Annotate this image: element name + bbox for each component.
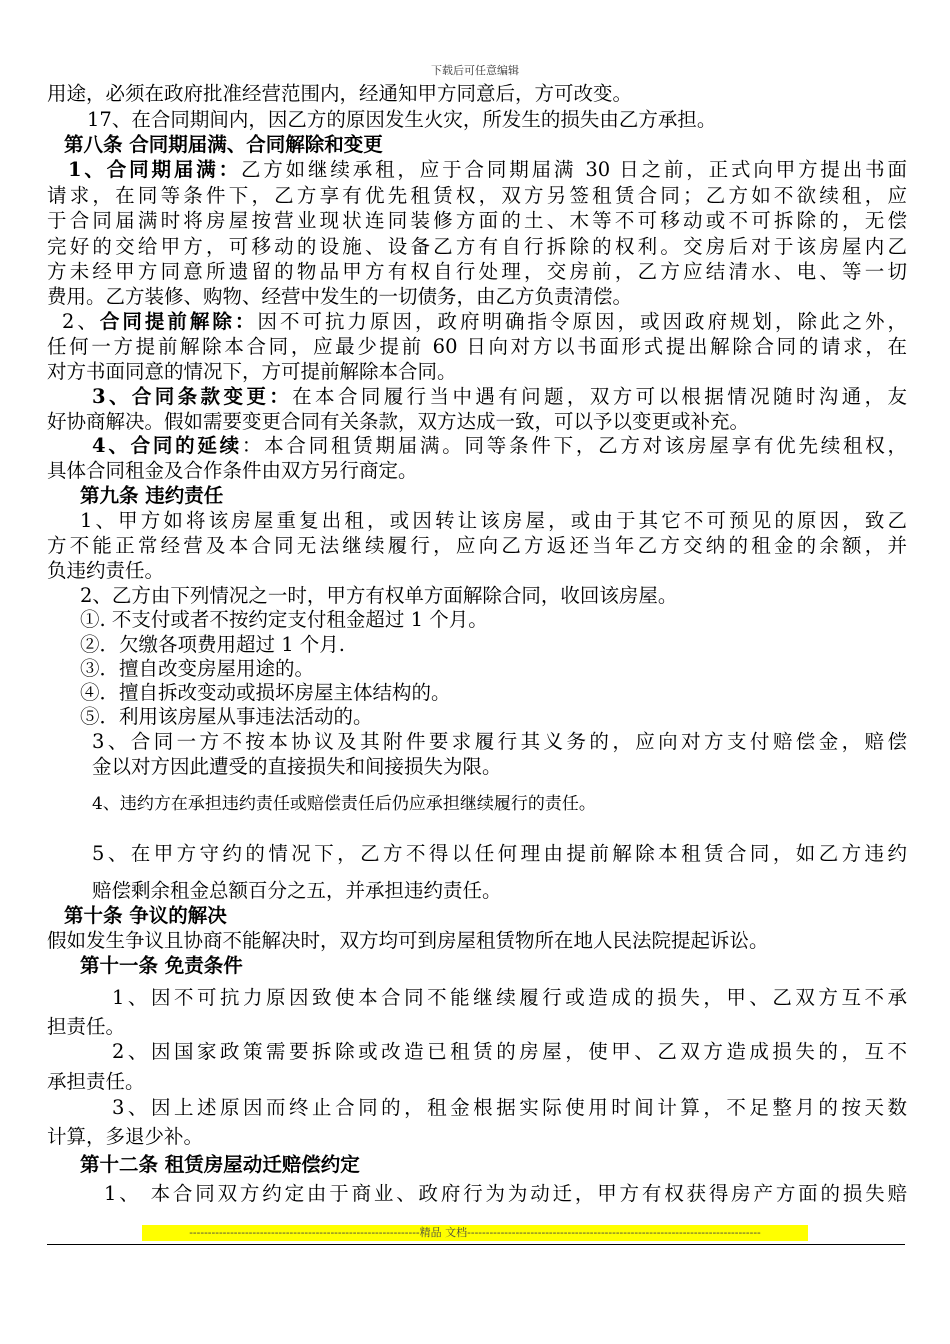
text-line: 2、因国家政策需要拆除或改造已租赁的房屋，使甲、乙双方造成损失的，互不 bbox=[112, 1040, 907, 1063]
text-line bbox=[62, 310, 907, 334]
text-line: 1、 本合同双方约定由于商业、政府行为为动迁，甲方有权获得房产方面的损失赔 bbox=[104, 1182, 907, 1205]
text-line: 1、甲方如将该房屋重复出租，或因转让该房屋，或由于其它不可预见的原因，致乙 bbox=[80, 509, 907, 532]
clause-text: ：本合同租赁期届满。同等条件下，乙方对该房屋享有优先续租权， bbox=[241, 434, 907, 457]
text-line: 完好的交给甲方，可移动的设施、设备乙方有自行拆除的权利。交房后对于该房屋内乙 bbox=[47, 235, 907, 258]
text-line: 3、因上述原因而终止合同的，租金根据实际使用时间计算，不足整月的按天数 bbox=[112, 1096, 907, 1119]
list-item: ②．欠缴各项费用超过 1 个月. bbox=[80, 633, 346, 656]
text-line bbox=[92, 434, 907, 458]
text-line: 好协商解决。假如需要变更合同有关条款，双方达成一致，可以予以变更或补充。 bbox=[47, 410, 750, 433]
clause-text: 乙方如继续承租，应于合同期届满 30 日之前，正式向甲方提出书面 bbox=[240, 158, 907, 181]
text-line: 3、合同一方不按本协议及其附件要求履行其义务的，应向对方支付赔偿金，赔偿 bbox=[92, 730, 907, 753]
text-line: 17、在合同期间内，因乙方的原因发生火灾，所发生的损失由乙方承担。 bbox=[87, 108, 717, 131]
text-line: 对方书面同意的情况下，方可提前解除本合同。 bbox=[47, 360, 457, 383]
text-line: 担责任。 bbox=[47, 1015, 126, 1038]
text-line: 方未经甲方同意所遗留的物品甲方有权自行处理，交房前，乙方应结清水、电、等一切 bbox=[47, 260, 907, 283]
text-line: 任何一方提前解除本合同，应最少提前 60 日向对方以书面形式提出解除合同的请求，在 bbox=[47, 335, 907, 358]
text-line: 费用。乙方装修、购物、经营中发生的一切债务，由乙方负责清偿。 bbox=[47, 285, 633, 308]
clause-number: 2、 bbox=[62, 310, 100, 333]
section-heading-11: 第十一条 免责条件 bbox=[80, 954, 243, 977]
list-item: ⑤．利用该房屋从事违法活动的。 bbox=[80, 705, 373, 728]
text-line bbox=[92, 385, 907, 409]
clause-text: 因不可抗力原因，政府明确指令原因，或因政府规划，除此之外， bbox=[257, 310, 907, 333]
clause-label: 3、合同条款变更： bbox=[92, 385, 293, 408]
clause-label: 合同提前解除： bbox=[99, 310, 258, 333]
text-line: 用途，必须在政府批准经营范围内，经通知甲方同意后，方可改变。 bbox=[47, 82, 633, 105]
text-line: 请求，在同等条件下，乙方享有优先租赁权，双方另签租赁合同；乙方如不欲续租，应 bbox=[47, 184, 907, 207]
list-item: ①. 不支付或者不按约定支付租金超过 1 个月。 bbox=[80, 608, 488, 631]
section-heading-12: 第十二条 租赁房屋动迁赔偿约定 bbox=[80, 1153, 360, 1176]
text-line: 计算，多退少补。 bbox=[47, 1125, 204, 1148]
text-line: 承担责任。 bbox=[47, 1070, 145, 1093]
text-line: 于合同届满时将房屋按营业现状连同装修方面的土、木等不可移动或不可拆除的，无偿 bbox=[47, 209, 907, 232]
text-line: 5、在甲方守约的情况下，乙方不得以任何理由提前解除本租赁合同，如乙方违约 bbox=[92, 842, 907, 865]
text-line: 金以对方因此遭受的直接损失和间接损失为限。 bbox=[92, 755, 502, 778]
list-item: ④．擅自拆改变动或损坏房屋主体结构的。 bbox=[80, 681, 451, 704]
text-line: 具体合同租金及合作条件由双方另行商定。 bbox=[47, 459, 418, 482]
text-line: 方不能正常经营及本合同无法继续履行，应向乙方返还当年乙方交纳的租金的余额，并 bbox=[47, 534, 907, 557]
footer-banner: --------------------------------------------------------------精品 文档------------------------------------------------------------------------------- bbox=[142, 1225, 808, 1241]
footer-divider bbox=[47, 1244, 905, 1245]
text-line bbox=[68, 158, 907, 182]
text-line: 4、违约方在承担违约责任或赔偿责任后仍应承担继续履行的责任。 bbox=[92, 794, 596, 814]
clause-label: 4、合同的延续 bbox=[92, 434, 242, 457]
clause-label: 1、合同期届满： bbox=[68, 158, 241, 181]
section-heading-10: 第十条 争议的解决 bbox=[64, 904, 227, 927]
section-heading-9: 第九条 违约责任 bbox=[80, 484, 224, 507]
list-item: ③．擅自改变房屋用途的。 bbox=[80, 657, 315, 680]
text-line: 2、乙方由下列情况之一时，甲方有权单方面解除合同，收回该房屋。 bbox=[80, 584, 678, 607]
section-heading-8: 第八条 合同期届满、合同解除和变更 bbox=[64, 133, 383, 156]
clause-text: 在本合同履行当中遇有问题，双方可以根据情况随时沟通，友 bbox=[292, 385, 907, 408]
text-line: 赔偿剩余租金总额百分之五，并承担违约责任。 bbox=[92, 879, 502, 902]
text-line: 1、因不可抗力原因致使本合同不能继续履行或造成的损失，甲、乙双方互不承 bbox=[112, 986, 907, 1009]
text-line: 负违约责任。 bbox=[47, 559, 165, 582]
page-header-note: 下载后可任意编辑 bbox=[431, 64, 519, 77]
text-line: 假如发生争议且协商不能解决时，双方均可到房屋租赁物所在地人民法院提起诉讼。 bbox=[47, 929, 769, 952]
